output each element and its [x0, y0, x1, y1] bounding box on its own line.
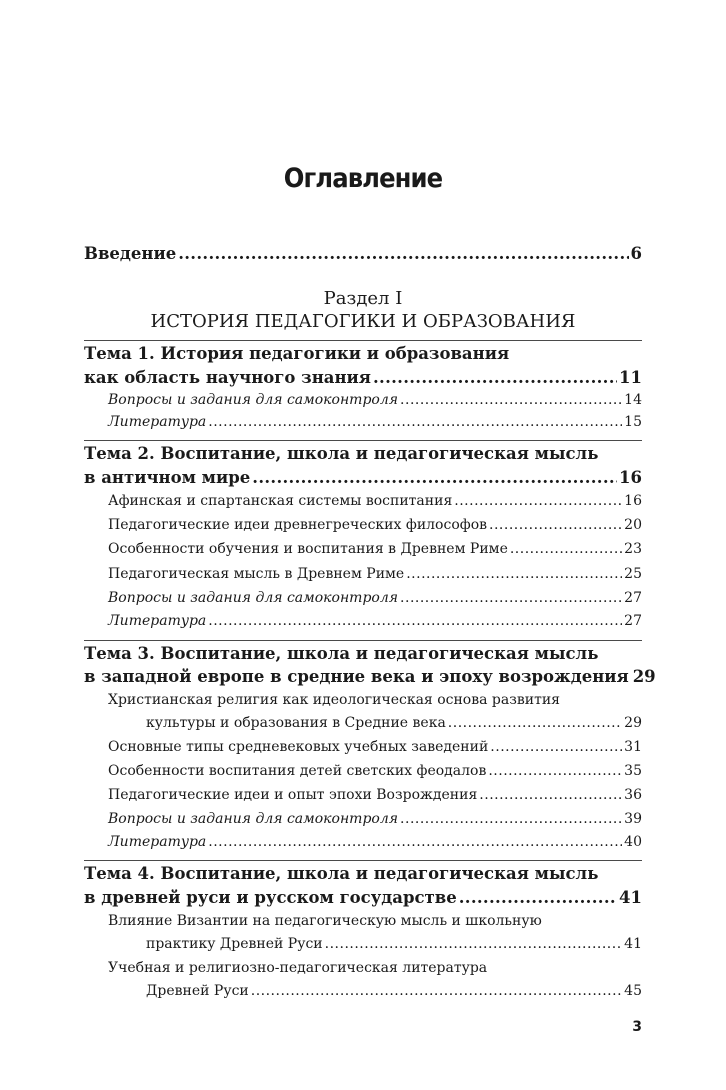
leader-dots — [400, 811, 622, 827]
toc-entry[interactable] — [108, 763, 642, 779]
toc-entry[interactable] — [108, 414, 642, 430]
toc-entry-page: 35 — [624, 763, 642, 779]
toc-entry-label: как область научного знания — [84, 368, 371, 387]
leader-dots — [178, 244, 628, 263]
toc-entry-page: 31 — [624, 739, 642, 755]
toc-entry-label-line1[interactable]: Христианская религия как идеологическая основа развития — [108, 692, 560, 708]
toc-entry[interactable] — [108, 613, 642, 629]
toc-entry-label: в древней руси и русском государстве — [84, 888, 457, 907]
toc-entry-label: культуры и образования в Средние века — [146, 715, 446, 731]
toc-entry-topic-3[interactable] — [84, 667, 656, 686]
toc-entry-label: Литература — [108, 834, 207, 850]
toc-entry-label-line1[interactable]: Влияние Византии на педагогическую мысль и школьную — [108, 913, 542, 929]
leader-dots — [208, 414, 622, 430]
toc-entry-page: 20 — [624, 517, 642, 533]
toc-entry-page: 45 — [624, 983, 642, 999]
leader-dots — [488, 763, 622, 779]
toc-entry[interactable] — [108, 566, 642, 582]
toc-entry-topic-2[interactable] — [84, 468, 642, 487]
toc-entry-intro[interactable] — [84, 244, 642, 263]
toc-entry[interactable] — [108, 590, 642, 606]
toc-entry-page: 15 — [624, 414, 642, 430]
toc-entry-page: 29 — [632, 667, 656, 686]
toc-entry-label-line1[interactable]: Учебная и религиозно-педагогическая литература — [108, 960, 488, 976]
toc-entry[interactable] — [108, 834, 642, 850]
topic-3-title[interactable]: Тема 3. Воспитание, школа и педагогическая мысль — [84, 644, 599, 663]
toc-entry-page: 16 — [624, 493, 642, 509]
section-label: Раздел I — [323, 288, 403, 309]
leader-dots — [510, 541, 622, 557]
leader-dots — [325, 936, 623, 952]
toc-entry-topic-4[interactable] — [84, 888, 642, 907]
toc-entry-page: 14 — [624, 392, 642, 408]
topic-2-title[interactable]: Тема 2. Воспитание, школа и педагогическая мысль — [84, 444, 599, 463]
toc-entry-label: Основные типы средневековых учебных заведений — [108, 739, 489, 755]
toc-entry-label: Древней Руси — [146, 983, 249, 999]
toc-entry-page: 40 — [624, 834, 642, 850]
toc-entry-label: Педагогические идеи древнегреческих философов — [108, 517, 488, 533]
toc-entry-page: 29 — [624, 715, 642, 731]
toc-entry-label: в западной европе в средние века и эпоху возрождения — [84, 667, 629, 686]
leader-dots — [479, 787, 622, 803]
toc-entry-label: Педагогические идеи и опыт эпохи Возрождения — [108, 787, 478, 803]
toc-entry-page: 6 — [630, 244, 642, 263]
toc-entry-page: 39 — [624, 811, 642, 827]
page-number: 3 — [632, 1019, 642, 1035]
toc-entry-page: 36 — [624, 787, 642, 803]
toc-entry-label: в античном мире — [84, 468, 251, 487]
toc-entry[interactable] — [108, 493, 642, 509]
leader-dots — [459, 888, 617, 907]
leader-dots — [400, 590, 622, 606]
toc-entry-label: Литература — [108, 414, 207, 430]
leader-dots — [208, 834, 622, 850]
toc-entry-label: практику Древней Руси — [146, 936, 323, 952]
toc-entry-label: Особенности обучения и воспитания в Древнем Риме — [108, 541, 508, 557]
leader-dots — [489, 517, 622, 533]
toc-entry-topic-1[interactable] — [84, 368, 642, 387]
toc-entry-page: 25 — [624, 566, 642, 582]
leader-dots — [251, 983, 622, 999]
leader-dots — [406, 566, 622, 582]
toc-entry-label: Вопросы и задания для самоконтроля — [108, 811, 399, 827]
section-name: ИСТОРИЯ ПЕДАГОГИКИ И ОБРАЗОВАНИЯ — [150, 311, 576, 332]
leader-dots — [490, 739, 622, 755]
toc-entry-page: 27 — [624, 613, 642, 629]
leader-dots — [208, 613, 622, 629]
toc-entry-label: Афинская и спартанская системы воспитания — [108, 493, 453, 509]
toc-entry-page: 23 — [624, 541, 642, 557]
toc-entry[interactable] — [146, 936, 642, 952]
toc-entry[interactable] — [108, 392, 642, 408]
toc-entry-label: Вопросы и задания для самоконтроля — [108, 392, 399, 408]
toc-entry-page: 41 — [619, 888, 642, 907]
page-title: Оглавление — [283, 163, 443, 194]
toc-entry-page: 27 — [624, 590, 642, 606]
leader-dots — [373, 368, 617, 387]
topic-4-title[interactable]: Тема 4. Воспитание, школа и педагогическая мысль — [84, 864, 599, 883]
toc-page — [84, 0, 656, 1090]
divider — [84, 640, 642, 641]
toc-entry[interactable] — [108, 787, 642, 803]
toc-entry[interactable] — [146, 983, 642, 999]
toc-entry-label: Педагогическая мысль в Древнем Риме — [108, 566, 405, 582]
leader-dots — [400, 392, 622, 408]
divider — [84, 860, 642, 861]
toc-entry[interactable] — [108, 517, 642, 533]
toc-entry-label: Введение — [84, 244, 177, 263]
toc-entry-page: 41 — [624, 936, 642, 952]
toc-entry[interactable] — [108, 739, 642, 755]
divider — [84, 440, 642, 441]
toc-entry-label: Литература — [108, 613, 207, 629]
toc-entry-page: 11 — [619, 368, 642, 387]
toc-entry[interactable] — [108, 811, 642, 827]
topic-1-title[interactable]: Тема 1. История педагогики и образования — [84, 344, 510, 363]
divider — [84, 340, 642, 341]
toc-entry-page: 16 — [619, 468, 642, 487]
toc-entry[interactable] — [146, 715, 642, 731]
leader-dots — [448, 715, 622, 731]
leader-dots — [252, 468, 617, 487]
toc-entry-label: Особенности воспитания детей светских феодалов — [108, 763, 487, 779]
leader-dots — [454, 493, 622, 509]
toc-entry-label: Вопросы и задания для самоконтроля — [108, 590, 399, 606]
toc-entry[interactable] — [108, 541, 642, 557]
